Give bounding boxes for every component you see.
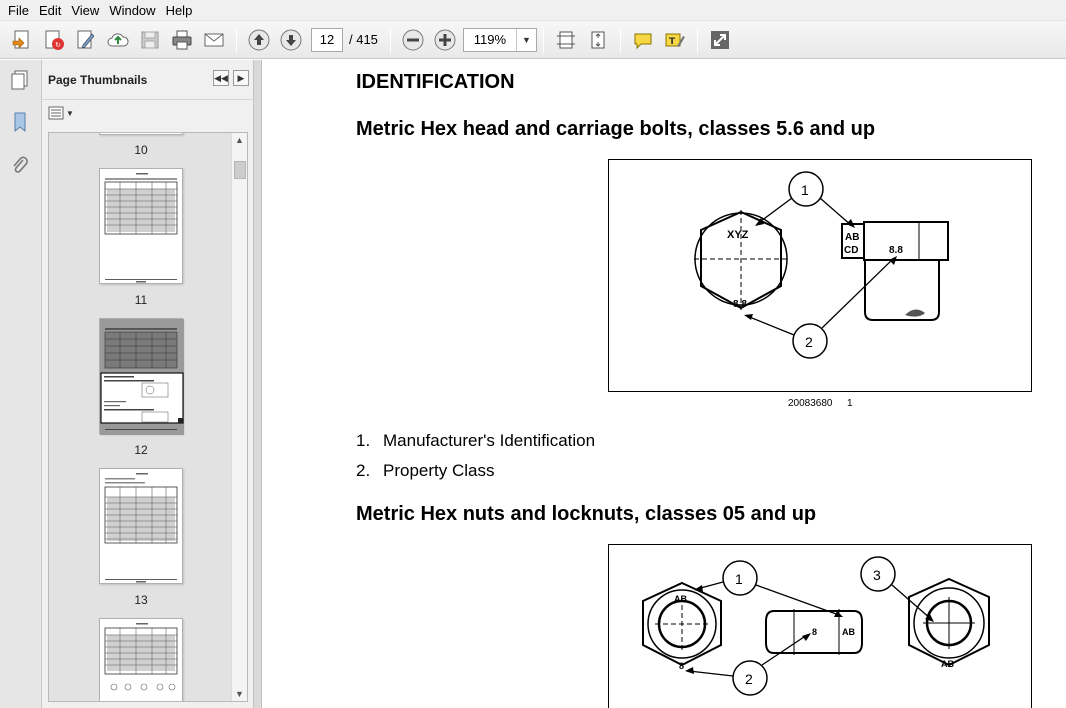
mark-nut2-ab: AB xyxy=(842,627,855,637)
mark-cd: CD xyxy=(844,245,859,256)
menu-help[interactable]: Help xyxy=(165,2,193,18)
figure-caption-number: 1 xyxy=(847,398,853,409)
speech-bubble-icon xyxy=(631,28,655,52)
mark-class-left: 8.8 xyxy=(733,299,747,310)
callout-1: 1 xyxy=(735,571,743,587)
mark-nut2-class: 8 xyxy=(812,627,818,637)
fit-page-icon xyxy=(586,28,610,52)
menu-bar xyxy=(0,0,1066,21)
navigation-strip xyxy=(0,60,42,708)
attachments-toggle[interactable] xyxy=(6,152,34,180)
bolt-diagram xyxy=(609,160,1030,390)
zoom-in-button[interactable] xyxy=(430,25,460,55)
scrollbar-thumb[interactable] xyxy=(234,161,246,179)
toolbar-separator xyxy=(390,27,391,53)
zoom-value: 119% xyxy=(473,32,507,47)
arrow-down-circle-icon xyxy=(279,28,303,52)
highlighter-icon xyxy=(663,28,687,52)
fit-width-icon xyxy=(554,28,578,52)
thumbnail-list[interactable] xyxy=(48,132,248,702)
comment-button[interactable] xyxy=(628,25,658,55)
figure-bolts xyxy=(608,159,1032,392)
list-item xyxy=(356,431,595,451)
callout-2: 2 xyxy=(745,671,753,687)
mark-ab: AB xyxy=(845,232,860,243)
thumbnail-label: 10 xyxy=(134,143,148,157)
paperclip-icon xyxy=(9,155,31,177)
menu-file[interactable]: File xyxy=(8,2,29,18)
thumbnail-label: 13 xyxy=(134,593,148,607)
previous-page-button[interactable] xyxy=(244,25,274,55)
printer-icon xyxy=(170,28,194,52)
thumbnail-page[interactable] xyxy=(99,168,183,284)
thumbnail-page-current[interactable] xyxy=(99,318,183,434)
mark-nut-ab: AB xyxy=(674,594,687,604)
bookmark-icon xyxy=(9,111,31,133)
thumbnail-label: 11 xyxy=(134,293,148,307)
thumbnail-page[interactable] xyxy=(99,618,183,702)
zoom-select[interactable] xyxy=(463,28,537,52)
convert-pdf-icon xyxy=(42,28,66,52)
panel-options-button[interactable]: ▶ xyxy=(233,70,249,86)
section-title-nuts: Metric Hex nuts and locknuts, classes 05 and up xyxy=(356,503,817,525)
convert-pdf-button[interactable] xyxy=(39,25,69,55)
panel-header xyxy=(42,60,253,100)
page-thumbnails-toggle[interactable] xyxy=(6,66,34,94)
list-item xyxy=(356,461,494,481)
figure-nuts xyxy=(608,544,1032,708)
page-heading: IDENTIFICATION xyxy=(356,71,515,93)
callout-1: 1 xyxy=(801,182,809,198)
plus-circle-icon xyxy=(433,28,457,52)
edit-pdf-button[interactable] xyxy=(71,25,101,55)
edit-pdf-icon xyxy=(74,28,98,52)
toolbar-separator xyxy=(543,27,544,53)
figure-caption-code: 20083680 xyxy=(788,398,833,409)
mark-nut3-ab: AB xyxy=(941,659,954,669)
list-item-number: 1. xyxy=(356,431,371,450)
thumbnail-page[interactable] xyxy=(99,468,183,584)
section-title-bolts: Metric Hex head and carriage bolts, classes 5.6 and up xyxy=(356,118,876,140)
fit-width-button[interactable] xyxy=(551,25,581,55)
expand-arrows-icon xyxy=(708,28,732,52)
panel-toolbar xyxy=(42,100,253,126)
document-view xyxy=(262,60,1066,708)
callout-3: 3 xyxy=(873,567,881,583)
expand-button[interactable] xyxy=(705,25,735,55)
menu-view[interactable]: View xyxy=(71,2,100,18)
upload-cloud-button[interactable] xyxy=(103,25,133,55)
save-button[interactable] xyxy=(135,25,165,55)
list-item-text: Property Class xyxy=(383,461,495,480)
panel-splitter[interactable] xyxy=(253,60,262,708)
fit-page-button[interactable] xyxy=(583,25,613,55)
thumbnail-label: 12 xyxy=(134,443,148,457)
list-item-text: Manufacturer's Identification xyxy=(383,431,596,450)
page-number-input[interactable]: 12 xyxy=(311,28,343,52)
menu-edit[interactable]: Edit xyxy=(38,2,62,18)
mark-class-right: 8.8 xyxy=(889,245,903,256)
envelope-icon xyxy=(202,28,226,52)
thumbnail-options-icon[interactable]: ▼ xyxy=(48,106,74,120)
page-total-label: / 415 xyxy=(349,32,378,47)
minus-circle-icon xyxy=(401,28,425,52)
nut-diagram xyxy=(609,545,1030,708)
cloud-upload-icon xyxy=(106,28,130,52)
page-thumbnails-panel xyxy=(42,60,253,708)
create-pdf-icon xyxy=(10,28,34,52)
thumbnail-scrollbar[interactable] xyxy=(231,133,247,701)
callout-2: 2 xyxy=(805,334,813,350)
email-button[interactable] xyxy=(199,25,229,55)
panel-title: Page Thumbnails xyxy=(48,72,148,87)
print-button[interactable] xyxy=(167,25,197,55)
arrow-up-circle-icon xyxy=(247,28,271,52)
collapse-panel-button[interactable]: ◀◀ xyxy=(213,70,229,86)
save-icon xyxy=(138,28,162,52)
bookmarks-toggle[interactable] xyxy=(6,108,34,136)
toolbar xyxy=(0,21,1066,59)
scroll-down-arrow-icon[interactable]: ▼ xyxy=(235,689,244,699)
toolbar-separator xyxy=(620,27,621,53)
list-item-number: 2. xyxy=(356,461,371,480)
toolbar-separator xyxy=(236,27,237,53)
next-page-button[interactable] xyxy=(276,25,306,55)
highlight-button[interactable] xyxy=(660,25,690,55)
svg-text:T: T xyxy=(668,36,676,47)
scroll-up-arrow-icon[interactable]: ▲ xyxy=(235,135,244,145)
toolbar-separator xyxy=(697,27,698,53)
svg-text:↻: ↻ xyxy=(55,40,61,49)
zoom-out-button[interactable] xyxy=(398,25,428,55)
pages-icon xyxy=(9,69,31,91)
mark-xyz: XYZ xyxy=(727,229,749,241)
chevron-down-icon[interactable]: ▼ xyxy=(516,29,536,51)
menu-window[interactable]: Window xyxy=(109,2,156,18)
create-pdf-button[interactable] xyxy=(7,25,37,55)
mark-nut-class: 8 xyxy=(679,661,685,671)
thumbnail-page[interactable] xyxy=(99,132,183,135)
